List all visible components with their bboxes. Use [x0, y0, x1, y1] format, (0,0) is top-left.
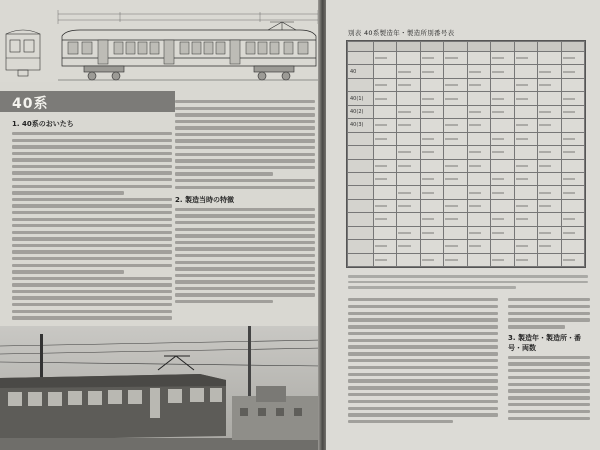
table-cell: [491, 146, 514, 159]
table-cell: [444, 105, 467, 118]
table-cell: [420, 253, 443, 266]
table-cell: [514, 172, 537, 185]
table-cell: [514, 213, 537, 226]
body-text: [175, 208, 315, 303]
table-cell: [444, 172, 467, 185]
table-cell: [491, 65, 514, 78]
table-cell: [374, 119, 397, 132]
table-cell: [561, 52, 585, 65]
table-cell: [397, 199, 420, 212]
table-cell: [538, 132, 561, 145]
table-cell: [420, 105, 443, 118]
table-header-cell: [491, 42, 514, 52]
table-cell: [538, 186, 561, 199]
table-row-label: 40(3): [348, 119, 374, 132]
table-row: [348, 132, 585, 145]
left-text-column-1: [12, 116, 172, 320]
table-cell: [444, 159, 467, 172]
table-cell: [397, 119, 420, 132]
table-row: [348, 199, 585, 212]
table-cell: [491, 78, 514, 91]
table-cell: [420, 199, 443, 212]
table-cell: [561, 199, 585, 212]
table-cell: [514, 65, 537, 78]
table-row-label: 40: [348, 65, 374, 78]
table-cell: [374, 132, 397, 145]
railcar-side-elevation-drawing: [0, 0, 322, 82]
table-cell: [538, 65, 561, 78]
table-cell: [397, 240, 420, 253]
table-cell: [374, 213, 397, 226]
table-row-label: [348, 253, 374, 266]
table-cell: [467, 92, 490, 105]
table-row: [348, 240, 585, 253]
right-page: [326, 0, 600, 450]
series-header-bar: [0, 91, 175, 112]
table-cell: [561, 78, 585, 91]
table-cell: [374, 65, 397, 78]
table-cell: [467, 78, 490, 91]
table-row: [348, 172, 585, 185]
body-text: [508, 298, 590, 329]
table-cell: [397, 52, 420, 65]
table-cell: [538, 78, 561, 91]
table-cell: [397, 226, 420, 239]
table-cell: [444, 240, 467, 253]
table-cell: [491, 186, 514, 199]
table-cell: [491, 52, 514, 65]
table-cell: [514, 199, 537, 212]
table-cell: [561, 186, 585, 199]
table-cell: [538, 199, 561, 212]
section-heading: 3. 製造年・製造所・番号・両数: [508, 333, 581, 352]
table-header-row: [348, 42, 585, 52]
table-row: [348, 146, 585, 159]
table-cell: [397, 78, 420, 91]
table-cell: [491, 240, 514, 253]
table-row: [348, 253, 585, 266]
table-cell: [491, 105, 514, 118]
section-heading: 1. 40系のおいたち: [12, 120, 74, 128]
table-cell: [444, 78, 467, 91]
table-cell: [491, 159, 514, 172]
table-row-label: [348, 199, 374, 212]
table-row: [348, 65, 585, 78]
table-row: [348, 213, 585, 226]
table-row: [348, 226, 585, 239]
table-cell: [467, 240, 490, 253]
table-row: [348, 119, 585, 132]
table-cell: [491, 226, 514, 239]
table-cell: [467, 172, 490, 185]
body-text: [348, 298, 498, 423]
table-cell: [374, 199, 397, 212]
table-header-cell: [374, 42, 397, 52]
left-text-column-2: [175, 100, 315, 303]
table-cell: [444, 186, 467, 199]
table-cell: [467, 119, 490, 132]
table-cell: [467, 199, 490, 212]
table-cell: [491, 119, 514, 132]
table-cell: [374, 146, 397, 159]
table-cell: [467, 226, 490, 239]
table-cell: [397, 146, 420, 159]
table-cell: [514, 119, 537, 132]
table-row: [348, 105, 585, 118]
table-header-cell: [514, 42, 537, 52]
table-cell: [538, 105, 561, 118]
table-cell: [561, 226, 585, 239]
table-cell: [397, 65, 420, 78]
table-header-cell: [420, 42, 443, 52]
table-cell: [444, 199, 467, 212]
table-cell: [561, 132, 585, 145]
table-cell: [420, 92, 443, 105]
production-table: [346, 40, 586, 268]
table-cell: [514, 226, 537, 239]
table-cell: [420, 146, 443, 159]
table-cell: [514, 92, 537, 105]
table-cell: [397, 186, 420, 199]
table-cell: [444, 92, 467, 105]
table-cell: [374, 159, 397, 172]
table-cell: [420, 119, 443, 132]
table-row: [348, 92, 585, 105]
table-cell: [538, 172, 561, 185]
table-cell: [561, 213, 585, 226]
table-cell: [561, 119, 585, 132]
table-cell: [467, 213, 490, 226]
table-row-label: [348, 52, 374, 65]
table-notes: [348, 275, 588, 289]
table-cell: [374, 186, 397, 199]
table-cell: [444, 52, 467, 65]
table-row: [348, 186, 585, 199]
series-title: 40系: [12, 96, 49, 112]
table-cell: [561, 146, 585, 159]
table-cell: [538, 159, 561, 172]
table-cell: [420, 65, 443, 78]
table-cell: [397, 172, 420, 185]
table-row-label: [348, 78, 374, 91]
table-row: [348, 78, 585, 91]
table-cell: [514, 186, 537, 199]
table-row-label: 40(2): [348, 105, 374, 118]
table-cell: [467, 52, 490, 65]
table-cell: [374, 226, 397, 239]
table-header-cell: [561, 42, 585, 52]
table-row-label: [348, 240, 374, 253]
table-header-cell: [397, 42, 420, 52]
table-cell: [420, 240, 443, 253]
right-text-column-2: [508, 298, 590, 420]
table-cell: [467, 65, 490, 78]
right-text-column-1: [348, 298, 498, 423]
table-cell: [467, 253, 490, 266]
table-cell: [374, 92, 397, 105]
table-cell: [374, 52, 397, 65]
table-cell: [514, 78, 537, 91]
table-cell: [538, 52, 561, 65]
table-cell: [397, 105, 420, 118]
body-text: [508, 356, 590, 420]
table-header-cell: [538, 42, 561, 52]
table-cell: [444, 213, 467, 226]
table-cell: [561, 92, 585, 105]
section-heading: 2. 製造当時の特徴: [175, 195, 234, 204]
table-row: [348, 52, 585, 65]
table-cell: [514, 240, 537, 253]
table-cell: [444, 226, 467, 239]
table-cell: [397, 213, 420, 226]
table-cell: [420, 52, 443, 65]
table-cell: [374, 240, 397, 253]
table-cell: [444, 253, 467, 266]
table-row: [348, 159, 585, 172]
table-cell: [374, 172, 397, 185]
table-row-label: [348, 146, 374, 159]
table-cell: [420, 159, 443, 172]
table-cell: [397, 159, 420, 172]
table-cell: [514, 159, 537, 172]
table-cell: [420, 78, 443, 91]
table-cell: [420, 132, 443, 145]
table-cell: [444, 65, 467, 78]
table-row-label: [348, 159, 374, 172]
table-cell: [561, 105, 585, 118]
table-caption: 別表 40系製造年・製造所別番号表: [348, 29, 455, 37]
table-cell: [491, 199, 514, 212]
body-text: [175, 100, 315, 189]
table-cell: [467, 132, 490, 145]
table-cell: [444, 132, 467, 145]
table-cell: [374, 253, 397, 266]
table-cell: [491, 253, 514, 266]
table-header-cell: [444, 42, 467, 52]
table-cell: [538, 92, 561, 105]
table-row-label: [348, 132, 374, 145]
table-cell: [561, 159, 585, 172]
table-row-label: 40(1): [348, 92, 374, 105]
table-cell: [514, 253, 537, 266]
production-table-grid: [347, 41, 585, 267]
table-cell: [491, 213, 514, 226]
table-cell: [444, 146, 467, 159]
table-row-label: [348, 186, 374, 199]
table-row-label: [348, 172, 374, 185]
table-cell: [420, 226, 443, 239]
table-cell: [514, 132, 537, 145]
table-cell: [467, 186, 490, 199]
table-cell: [491, 132, 514, 145]
table-cell: [420, 172, 443, 185]
table-cell: [420, 186, 443, 199]
table-cell: [561, 172, 585, 185]
table-cell: [514, 105, 537, 118]
table-cell: [561, 65, 585, 78]
railcar-photo: [0, 326, 322, 450]
table-cell: [397, 253, 420, 266]
table-cell: [374, 105, 397, 118]
table-cell: [374, 78, 397, 91]
table-cell: [538, 213, 561, 226]
table-row-label: [348, 226, 374, 239]
table-cell: [420, 213, 443, 226]
table-cell: [491, 172, 514, 185]
table-cell: [491, 92, 514, 105]
table-corner-cell: [348, 42, 374, 52]
table-cell: [397, 132, 420, 145]
table-cell: [561, 253, 585, 266]
table-cell: [514, 52, 537, 65]
table-cell: [397, 92, 420, 105]
table-cell: [467, 105, 490, 118]
table-header-cell: [467, 42, 490, 52]
table-cell: [561, 240, 585, 253]
table-cell: [538, 119, 561, 132]
table-cell: [467, 146, 490, 159]
table-cell: [538, 253, 561, 266]
table-cell: [538, 240, 561, 253]
table-cell: [444, 119, 467, 132]
table-cell: [538, 226, 561, 239]
table-row-label: [348, 213, 374, 226]
table-cell: [514, 146, 537, 159]
body-text: [12, 132, 172, 320]
table-cell: [538, 146, 561, 159]
table-cell: [467, 159, 490, 172]
